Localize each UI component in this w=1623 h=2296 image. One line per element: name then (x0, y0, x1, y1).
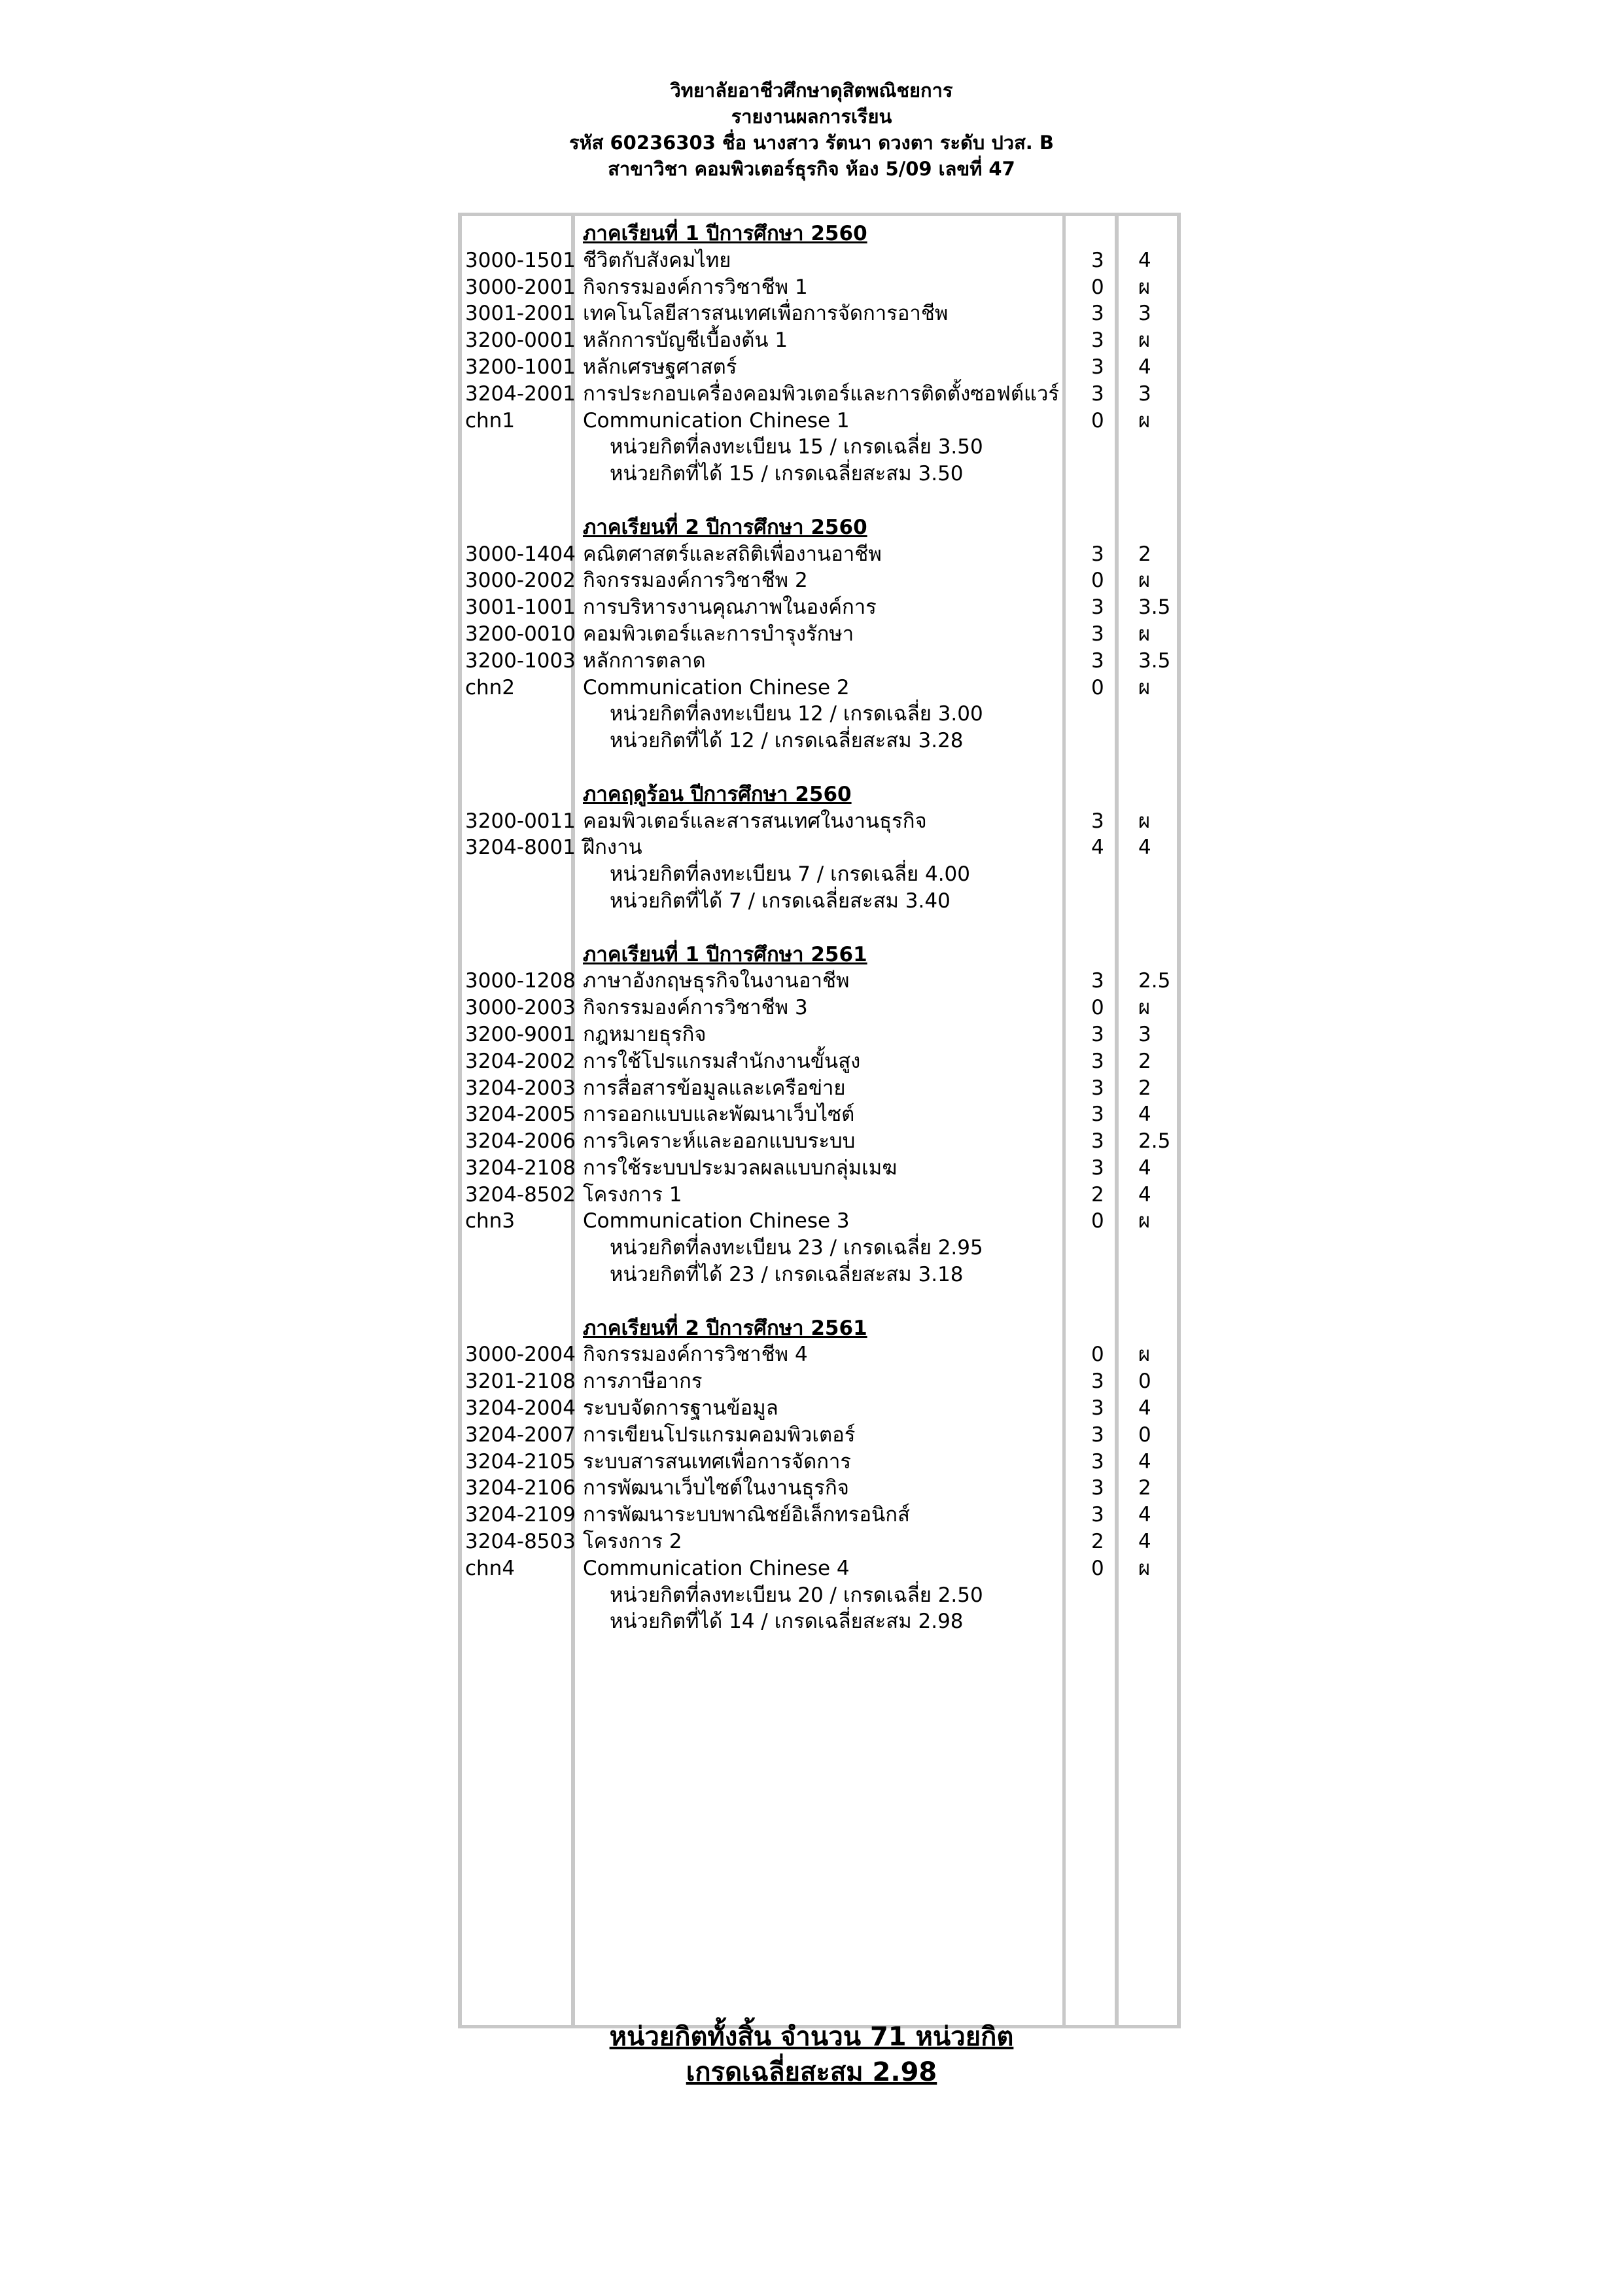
registered-credits-gpa: หน่วยกิตที่ลงทะเบียน 7 / เกรดเฉลี่ย 4.00 (610, 862, 971, 887)
course-grade: 4 (1138, 248, 1151, 272)
semester-summary-earned (0, 1262, 1623, 1288)
course-name: การเขียนโปรแกรมคอมพิวเตอร์ (583, 1422, 856, 1447)
table-top-grade (1115, 213, 1181, 216)
semester-title-row (0, 1315, 1623, 1342)
semester-title: ภาคเรียนที่ 1 ปีการศึกษา 2561 (583, 942, 867, 966)
course-credit: 3 (1091, 1129, 1104, 1154)
semester-section (0, 942, 1623, 1315)
course-credit: 3 (1091, 809, 1104, 833)
course-credit: 3 (1091, 648, 1104, 673)
course-grade: 3 (1138, 381, 1151, 406)
course-code: 3200-0001 (465, 328, 576, 353)
course-credit: 2 (1091, 1530, 1104, 1554)
semester-title-row (0, 781, 1623, 808)
course-credit: 3 (1091, 595, 1104, 620)
transcript-content (0, 221, 1623, 1635)
course-name: คณิตศาสตร์และสถิติเพื่องานอาชีพ (583, 542, 882, 566)
course-code: chn2 (465, 675, 515, 699)
semester-summary-earned (0, 461, 1623, 487)
semester-summary-earned (0, 888, 1623, 915)
course-row (0, 327, 1623, 354)
course-row (0, 541, 1623, 568)
course-code: 3204-2006 (465, 1129, 576, 1154)
course-grade: 0 (1138, 1422, 1151, 1447)
course-name: การพัฒนาเว็บไซต์ในงานธุรกิจ (583, 1476, 849, 1500)
course-row (0, 1021, 1623, 1048)
semester-title: ภาคเรียนที่ 1 ปีการศึกษา 2560 (583, 222, 867, 245)
course-credit: 0 (1091, 1556, 1104, 1580)
course-grade: ผ (1138, 328, 1151, 353)
course-credit: 0 (1091, 275, 1104, 299)
course-code: 3000-1404 (465, 542, 576, 566)
course-credit: 0 (1091, 675, 1104, 699)
course-code: chn4 (465, 1556, 515, 1580)
course-code: 3204-2105 (465, 1449, 576, 1474)
course-credit: 3 (1091, 1449, 1104, 1474)
course-row (0, 1502, 1623, 1528)
course-grade: 4 (1138, 1396, 1151, 1421)
course-name: การพัฒนาระบบพาณิชย์อิเล็กทรอนิกส์ (583, 1503, 910, 1527)
earned-credits-cgpa: หน่วยกิตที่ได้ 14 / เกรดเฉลี่ยสะสม 2.98 (610, 1610, 964, 1634)
course-grade: 2 (1138, 542, 1151, 566)
course-row (0, 1101, 1623, 1128)
course-credit: 3 (1091, 542, 1104, 566)
semester-summary-earned (0, 1608, 1623, 1635)
course-name: ฝึกงาน (583, 836, 642, 860)
course-name: การประกอบเครื่องคอมพิวเตอร์และการติดตั้งซอฟต์แวร์ (583, 381, 1060, 406)
course-grade: 4 (1138, 1156, 1151, 1180)
registered-credits-gpa: หน่วยกิตที่ลงทะเบียน 20 / เกรดเฉลี่ย 2.50 (610, 1583, 983, 1607)
course-credit: 3 (1091, 1396, 1104, 1421)
course-grade: 2.5 (1138, 1129, 1171, 1154)
course-grade: 3.5 (1138, 595, 1171, 620)
course-name: โครงการ 2 (583, 1530, 682, 1554)
report-title: รายงานผลการเรียน (731, 105, 892, 128)
course-name: การสื่อสารข้อมูลและเครือข่าย (583, 1076, 846, 1100)
course-name: หลักการบัญชีเบื้องต้น 1 (583, 328, 788, 353)
course-grade: 3 (1138, 302, 1151, 326)
semester-summary-earned (0, 728, 1623, 754)
course-code: 3204-2108 (465, 1156, 576, 1180)
course-name: Communication Chinese 3 (583, 1209, 850, 1233)
registered-credits-gpa: หน่วยกิตที่ลงทะเบียน 12 / เกรดเฉลี่ย 3.00 (610, 702, 983, 726)
semester-title: ภาคฤดูร้อน ปีการศึกษา 2560 (583, 782, 852, 806)
course-credit: 3 (1091, 248, 1104, 272)
course-grade: 4 (1138, 1182, 1151, 1207)
course-grade: 4 (1138, 1503, 1151, 1527)
course-name: Communication Chinese 1 (583, 408, 850, 433)
course-name: คอมพิวเตอร์และการบำรุงรักษา (583, 622, 854, 646)
course-credit: 4 (1091, 836, 1104, 860)
course-code: 3000-1208 (465, 969, 576, 993)
course-name: หลักการตลาด (583, 648, 706, 673)
course-code: 3200-1001 (465, 355, 576, 379)
course-grade: 3 (1138, 1022, 1151, 1046)
course-credit: 3 (1091, 622, 1104, 646)
course-grade: 4 (1138, 1449, 1151, 1474)
course-credit: 3 (1091, 969, 1104, 993)
course-grade: ผ (1138, 1209, 1151, 1233)
semester-summary-registered (0, 701, 1623, 728)
course-row (0, 1395, 1623, 1422)
course-row (0, 300, 1623, 327)
course-code: 3204-2007 (465, 1422, 576, 1447)
semester-title-row (0, 221, 1623, 247)
course-name: เทคโนโลยีสารสนเทศเพื่อการจัดการอาชีพ (583, 302, 949, 326)
course-row (0, 1182, 1623, 1209)
course-grade: ผ (1138, 408, 1151, 433)
course-name: การใช้โปรแกรมสำนักงานขั้นสูง (583, 1049, 861, 1073)
course-code: 3000-2002 (465, 569, 576, 593)
course-name: ระบบจัดการฐานข้อมูล (583, 1396, 778, 1421)
course-name: หลักเศรษฐศาสตร์ (583, 355, 737, 379)
course-name: ระบบสารสนเทศเพื่อการจัดการ (583, 1449, 852, 1474)
course-grade: 2 (1138, 1476, 1151, 1500)
course-name: ชีวิตกับสังคมไทย (583, 248, 731, 272)
course-code: 3000-1501 (465, 248, 576, 272)
course-code: 3001-1001 (465, 595, 576, 620)
semester-summary-registered (0, 1582, 1623, 1609)
course-row (0, 274, 1623, 301)
course-row (0, 1368, 1623, 1395)
course-code: 3200-0010 (465, 622, 576, 646)
course-grade: ผ (1138, 569, 1151, 593)
course-grade: ผ (1138, 1343, 1151, 1367)
course-code: 3000-2001 (465, 275, 576, 299)
course-grade: 4 (1138, 836, 1151, 860)
course-code: 3204-2005 (465, 1103, 576, 1127)
course-code: 3204-2002 (465, 1049, 576, 1073)
course-name: กฎหมายธุรกิจ (583, 1022, 707, 1046)
course-row (0, 1341, 1623, 1368)
course-credit: 0 (1091, 996, 1104, 1020)
spacer (0, 754, 1623, 781)
semester-section (0, 781, 1623, 942)
course-name: กิจกรรมองค์การวิชาชีพ 1 (583, 275, 808, 299)
spacer (0, 487, 1623, 514)
semester-summary-registered (0, 1235, 1623, 1262)
course-grade: ผ (1138, 275, 1151, 299)
course-grade: 3.5 (1138, 648, 1171, 673)
course-code: 3000-2003 (465, 996, 576, 1020)
course-row (0, 1422, 1623, 1449)
course-name: การบริหารงานคุณภาพในองค์การ (583, 595, 877, 620)
cumulative-gpa: เกรดเฉลี่ยสะสม 2.98 (686, 2057, 937, 2087)
course-row (0, 594, 1623, 621)
course-credit: 0 (1091, 1209, 1104, 1233)
course-name: Communication Chinese 4 (583, 1556, 850, 1580)
course-code: chn1 (465, 408, 515, 433)
course-row (0, 1208, 1623, 1235)
registered-credits-gpa: หน่วยกิตที่ลงทะเบียน 15 / เกรดเฉลี่ย 3.50 (610, 435, 983, 459)
earned-credits-cgpa: หน่วยกิตที่ได้ 12 / เกรดเฉลี่ยสะสม 3.28 (610, 729, 964, 753)
course-credit: 3 (1091, 1422, 1104, 1447)
course-credit: 3 (1091, 381, 1104, 406)
course-credit: 3 (1091, 1369, 1104, 1394)
college-name: วิทยาลัยอาชีวศึกษาดุสิตพณิชยการ (670, 79, 953, 101)
semester-section (0, 514, 1623, 781)
semester-summary-registered (0, 434, 1623, 461)
course-credit: 3 (1091, 355, 1104, 379)
course-row (0, 648, 1623, 675)
course-code: 3204-2003 (465, 1076, 576, 1100)
earned-credits-cgpa: หน่วยกิตที่ได้ 7 / เกรดเฉลี่ยสะสม 3.40 (610, 889, 951, 913)
student-info: รหัส 60236303 ชื่อ นางสาว รัตนา ดวงตา ระดับ ปวส. B (568, 132, 1055, 154)
course-grade: 2 (1138, 1049, 1151, 1073)
spacer (0, 915, 1623, 942)
course-name: โครงการ 1 (583, 1182, 682, 1207)
course-name: กิจกรรมองค์การวิชาชีพ 3 (583, 996, 808, 1020)
course-row (0, 408, 1623, 434)
course-credit: 3 (1091, 1022, 1104, 1046)
course-row (0, 567, 1623, 594)
program-info: สาขาวิชา คอมพิวเตอร์ธุรกิจ ห้อง 5/09 เลขที่ 47 (608, 158, 1015, 180)
course-credit: 3 (1091, 1049, 1104, 1073)
course-grade: 4 (1138, 355, 1151, 379)
course-credit: 3 (1091, 1156, 1104, 1180)
course-name: คอมพิวเตอร์และสารสนเทศในงานธุรกิจ (583, 809, 927, 833)
course-row (0, 1155, 1623, 1182)
course-row (0, 968, 1623, 995)
course-name: การภาษีอากร (583, 1369, 703, 1394)
course-row (0, 1528, 1623, 1555)
course-row (0, 1475, 1623, 1502)
course-row (0, 808, 1623, 835)
course-code: 3204-2109 (465, 1503, 576, 1527)
course-grade: 4 (1138, 1530, 1151, 1554)
course-code: 3204-8001 (465, 836, 576, 860)
course-grade: ผ (1138, 996, 1151, 1020)
course-credit: 3 (1091, 1103, 1104, 1127)
course-code: 3200-0011 (465, 809, 576, 833)
table-top-name (571, 213, 1066, 216)
course-grade: 2.5 (1138, 969, 1171, 993)
course-row (0, 247, 1623, 274)
course-code: 3204-8502 (465, 1182, 576, 1207)
course-credit: 2 (1091, 1182, 1104, 1207)
course-row (0, 675, 1623, 701)
course-credit: 0 (1091, 1343, 1104, 1367)
course-name: Communication Chinese 2 (583, 675, 850, 699)
course-grade: 0 (1138, 1369, 1151, 1394)
course-name: การออกแบบและพัฒนาเว็บไซต์ (583, 1103, 855, 1127)
semester-section (0, 1315, 1623, 1636)
course-code: 3001-2001 (465, 302, 576, 326)
course-code: 3204-2001 (465, 381, 576, 406)
semester-summary-registered (0, 861, 1623, 888)
course-code: 3000-2004 (465, 1343, 576, 1367)
course-code: 3201-2108 (465, 1369, 576, 1394)
report-header (0, 77, 1623, 182)
course-credit: 3 (1091, 1076, 1104, 1100)
course-row (0, 354, 1623, 381)
semester-title-row (0, 514, 1623, 541)
table-top-credit (1062, 213, 1119, 216)
earned-credits-cgpa: หน่วยกิตที่ได้ 23 / เกรดเฉลี่ยสะสม 3.18 (610, 1263, 964, 1287)
registered-credits-gpa: หน่วยกิตที่ลงทะเบียน 23 / เกรดเฉลี่ย 2.95 (610, 1236, 983, 1260)
course-grade: 4 (1138, 1103, 1151, 1127)
course-name: การวิเคราะห์และออกแบบระบบ (583, 1129, 856, 1154)
course-grade: ผ (1138, 675, 1151, 699)
semester-title: ภาคเรียนที่ 2 ปีการศึกษา 2560 (583, 515, 867, 539)
course-credit: 3 (1091, 1476, 1104, 1500)
semester-title: ภาคเรียนที่ 2 ปีการศึกษา 2561 (583, 1316, 867, 1340)
course-row (0, 381, 1623, 408)
semester-section (0, 221, 1623, 514)
course-row (0, 1075, 1623, 1102)
course-code: chn3 (465, 1209, 515, 1233)
course-code: 3200-9001 (465, 1022, 576, 1046)
course-row (0, 834, 1623, 861)
total-credits: หน่วยกิตทั้งสิ้น จำนวน 71 หน่วยกิต (609, 2022, 1014, 2052)
course-grade: ผ (1138, 809, 1151, 833)
course-credit: 0 (1091, 408, 1104, 433)
course-grade: ผ (1138, 1556, 1151, 1580)
course-row (0, 621, 1623, 648)
course-grade: 2 (1138, 1076, 1151, 1100)
course-code: 3200-1003 (465, 648, 576, 673)
course-credit: 3 (1091, 328, 1104, 353)
course-credit: 3 (1091, 302, 1104, 326)
course-row (0, 1128, 1623, 1155)
course-credit: 0 (1091, 569, 1104, 593)
course-grade: ผ (1138, 622, 1151, 646)
course-code: 3204-2004 (465, 1396, 576, 1421)
course-credit: 3 (1091, 1503, 1104, 1527)
spacer (0, 1288, 1623, 1315)
course-code: 3204-8503 (465, 1530, 576, 1554)
course-name: ภาษาอังกฤษธุรกิจในงานอาชีพ (583, 969, 850, 993)
course-name: กิจกรรมองค์การวิชาชีพ 2 (583, 569, 808, 593)
earned-credits-cgpa: หน่วยกิตที่ได้ 15 / เกรดเฉลี่ยสะสม 3.50 (610, 462, 964, 486)
course-row (0, 1555, 1623, 1582)
course-row (0, 995, 1623, 1021)
table-top-code (458, 213, 575, 216)
course-row (0, 1449, 1623, 1475)
course-name: การใช้ระบบประมวลผลแบบกลุ่มเมฆ (583, 1156, 898, 1180)
course-name: กิจกรรมองค์การวิชาชีพ 4 (583, 1343, 808, 1367)
course-code: 3204-2106 (465, 1476, 576, 1500)
semester-title-row (0, 942, 1623, 968)
course-row (0, 1048, 1623, 1075)
